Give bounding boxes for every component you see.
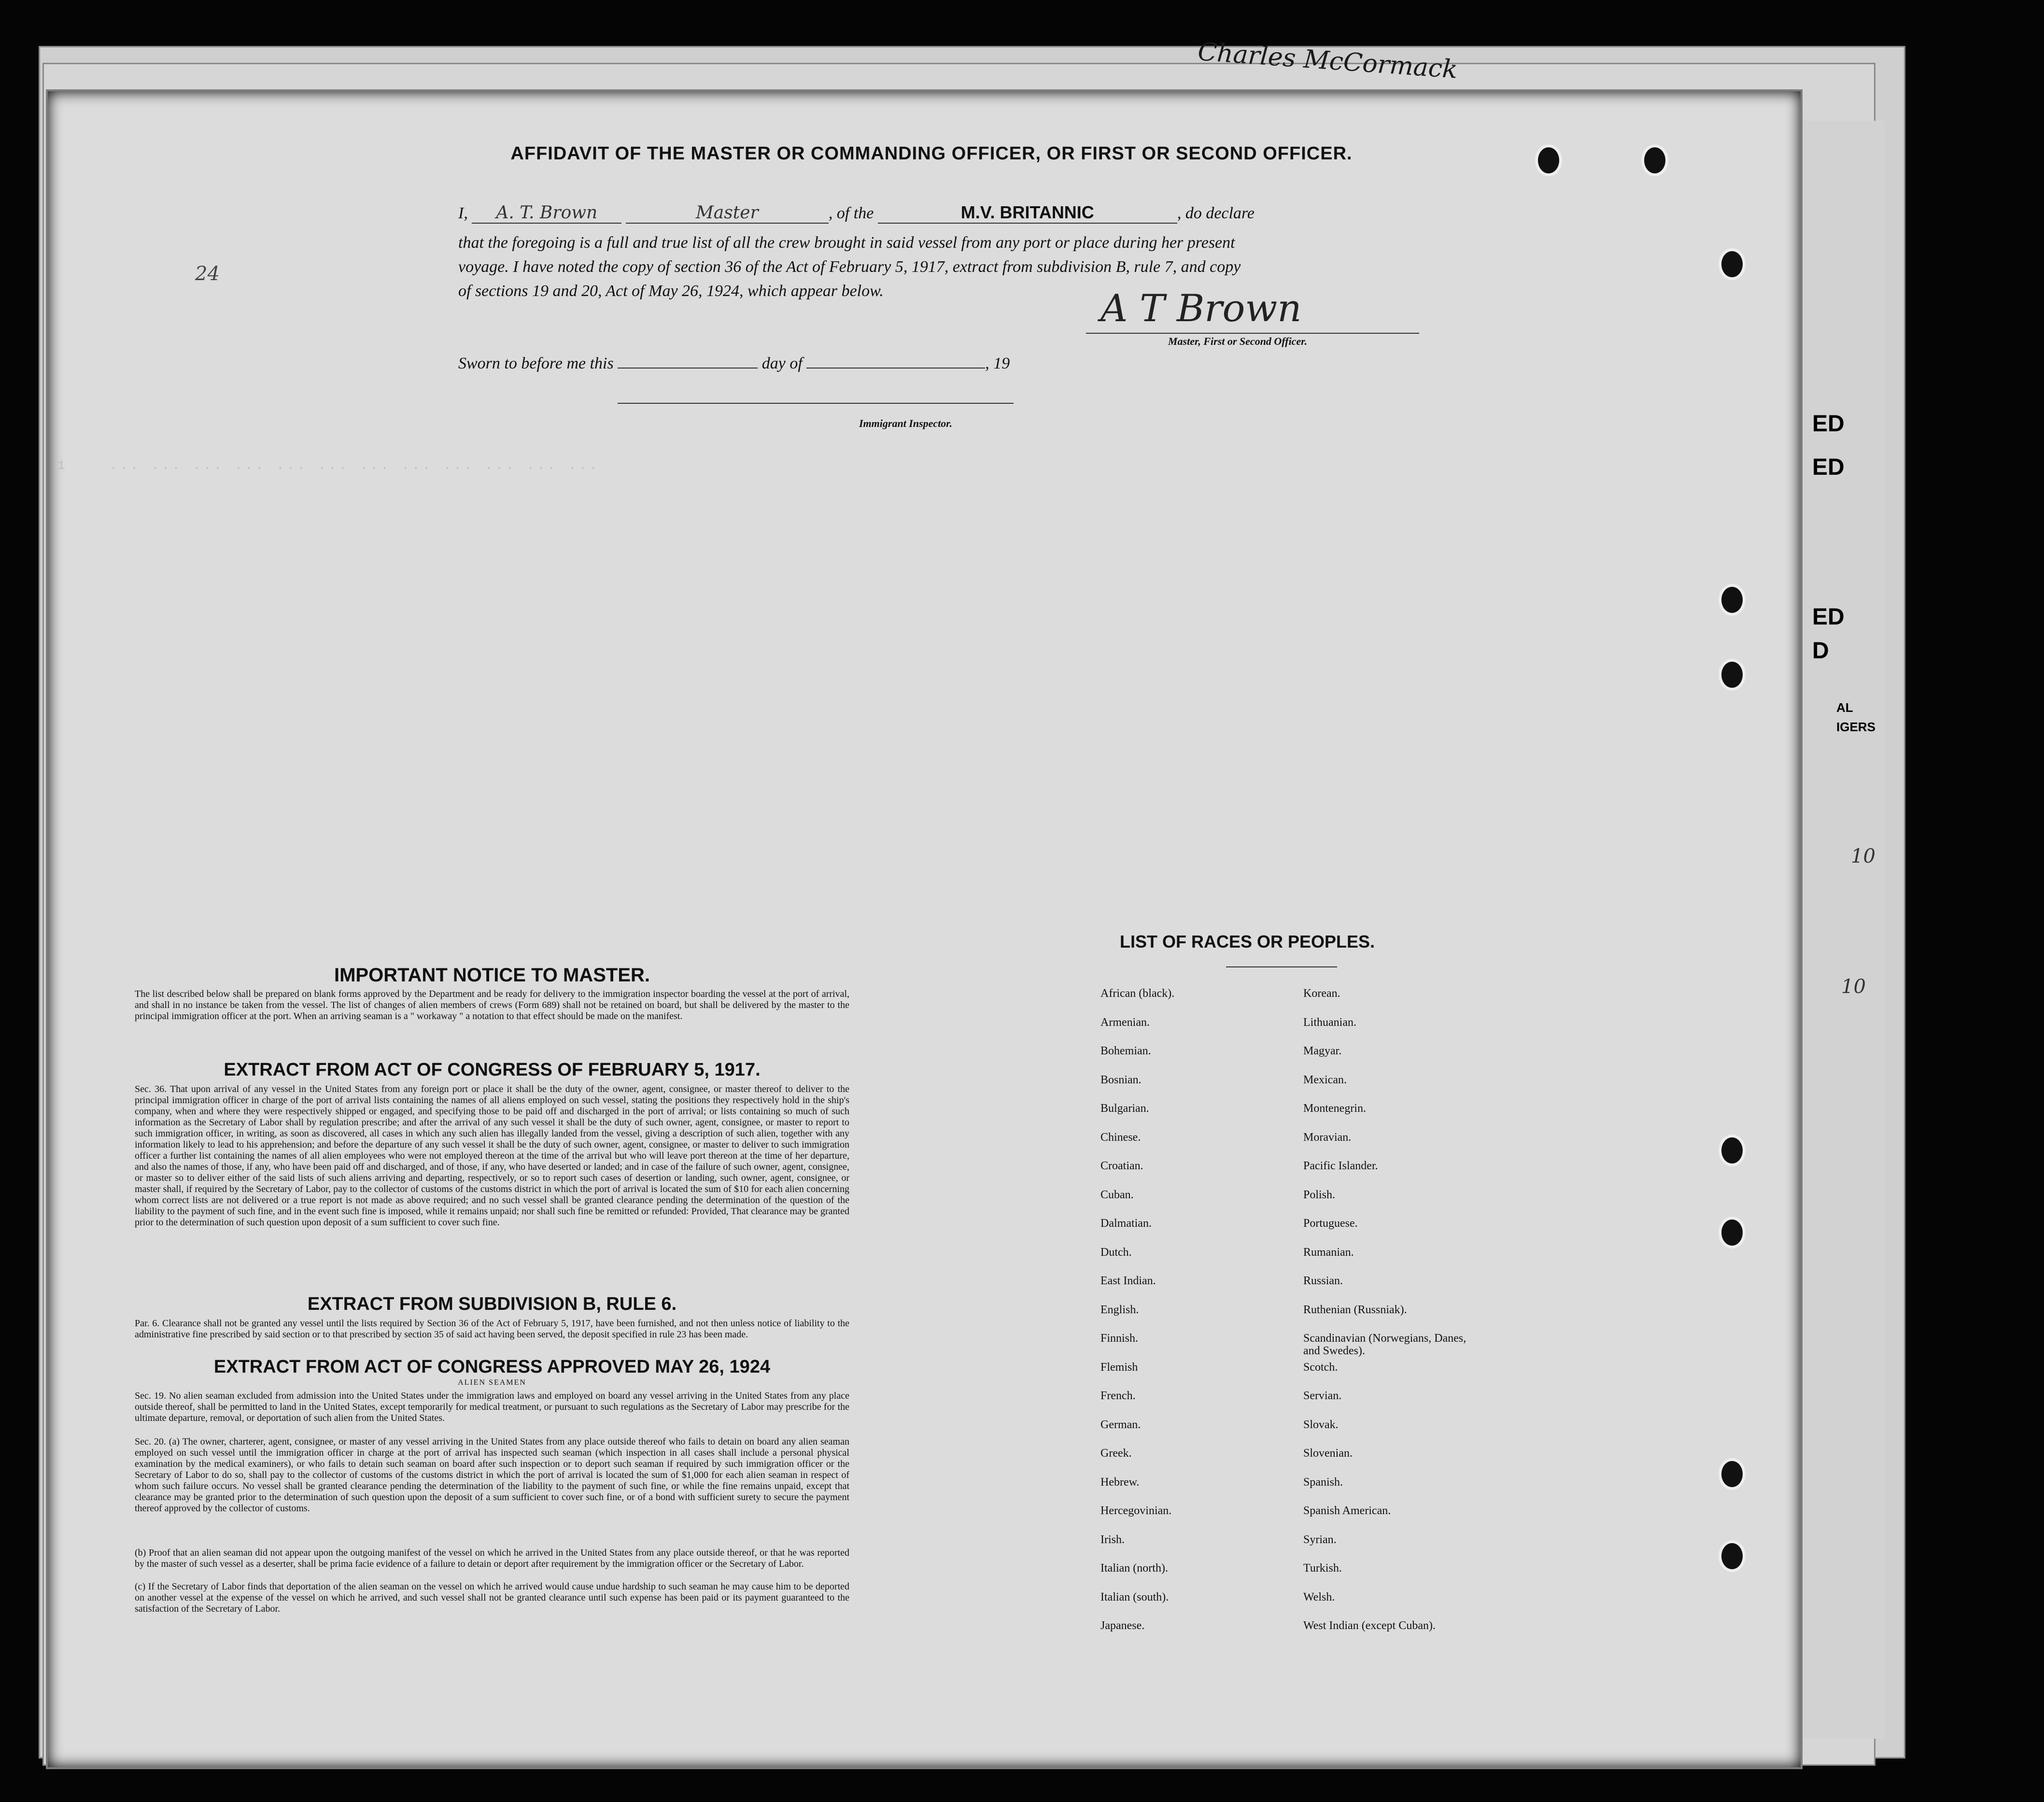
race-item: Dalmatian. <box>1100 1217 1152 1230</box>
extract-1924-sec19: Sec. 19. No alien seaman excluded from admission into the United States under the immigration laws and employed on board any vessel arriving in the United States from any place outside thereof, shall be permitted to land in the United States, except temporarily for medical treatment, or pursuant to such regulations as the Secretary of Labor may prescribe for the ultimate departure, removal, or deportation of such alien from the United States. <box>135 1391 849 1423</box>
declaration-line-3: voyage. I have noted the copy of section 36 of the Act of February 5, 1917, extract from subdivision B, rule 7, and copy <box>458 258 1241 276</box>
race-item: Portuguese. <box>1303 1217 1358 1230</box>
side-fragment: ED <box>1812 454 1845 480</box>
punch-hole <box>1719 584 1746 616</box>
punch-hole <box>1719 1217 1746 1249</box>
rule-6-body: Par. 6. Clearance shall not be granted any vessel until the lists required by Section 36 of the Act of February 5, 1917, have been furnished, and not then unless notice of liability to the administrative fine prescribed by said section or to that prescribed by section 35 of said act having been served, the deposit specified in rule 23 has been made. <box>135 1318 849 1340</box>
vessel-name: M.V. BRITANNIC <box>878 202 1177 224</box>
master-signature: A T Brown <box>1100 287 1302 330</box>
sworn-year: , 19 <box>985 355 1010 372</box>
page-number: 24 <box>195 263 220 285</box>
decl-suffix: , do declare <box>1177 204 1255 222</box>
race-item: Finnish. <box>1100 1332 1139 1345</box>
side-fragment: IGERS <box>1836 720 1875 734</box>
race-item: Greek. <box>1100 1447 1132 1460</box>
races-right-column <box>1303 987 1574 1632</box>
rule-6-title: EXTRACT FROM SUBDIVISION B, RULE 6. <box>307 1294 677 1314</box>
race-item: Moravian. <box>1303 1131 1352 1144</box>
race-item: Magyar. <box>1303 1045 1342 1057</box>
race-item: Hebrew. <box>1100 1476 1140 1489</box>
race-item: Italian (north). <box>1100 1562 1168 1575</box>
affidavit-title: AFFIDAVIT OF THE MASTER OR COMMANDING OFFICER, OR FIRST OR SECOND OFFICER. <box>510 143 1353 164</box>
sworn-month-blank <box>806 368 985 369</box>
extract-1924-sec20a: Sec. 20. (a) The owner, charterer, agent, consignee, or master of any vessel arriving in the United States from any place outside thereof who fails to detain on board any alien seaman employed on such vessel until the immigration officer in charge at the port of arrival has inspected such seaman (which inspection in all cases shall include a personal physical examination by the medical examiners), or who fails to detain such seaman on board after such inspection or to deport such seaman if required by such immigration officer or the Secretary of Labor to do so, shall pay to the collector of customs of the customs district in which the port of arrival is located the sum of $1,000 for each alien seaman in respect of whom such failure occurs. No vessel shall be granted clearance pending the determination of the liability to the payment of such fine, or while the fine remains unpaid, except that clearance may be granted prior to the determination of such question upon the deposit of a sum sufficient to cover such fine, or of a bond with sufficient surety to secure the payment thereof approved by the collector of customs. <box>135 1436 849 1514</box>
race-item: Syrian. <box>1303 1533 1337 1546</box>
declaration-line-4: of sections 19 and 20, Act of May 26, 1924, which appear below. <box>458 282 884 300</box>
punch-hole <box>1719 1135 1746 1166</box>
race-item: Armenian. <box>1100 1016 1150 1029</box>
race-item: Irish. <box>1100 1533 1125 1546</box>
race-item: Italian (south). <box>1100 1590 1169 1603</box>
punch-hole <box>1719 659 1746 691</box>
race-item: Spanish. <box>1303 1476 1343 1489</box>
background-annotation: Charles McCormack <box>1197 37 1459 85</box>
race-item: Croatian. <box>1100 1160 1143 1172</box>
race-item: Japanese. <box>1100 1619 1145 1632</box>
master-name: A. T. Brown <box>472 203 621 224</box>
side-fragment: ED <box>1812 604 1845 630</box>
notice-body: The list described below shall be prepared on blank forms approved by the Department and be ready for delivery to the immigration inspector boarding the vessel at the port of arrival, and shall in no instance be taken from the vessel. The list of changes of alien members of crews (Form 689) shall not be retained on board, but shall be delivered by the master to the principal immigration officer at the port. When an arriving seaman is a " workaway " a notation to that effect should be made on the manifest. <box>135 989 849 1022</box>
sworn-day: day of <box>761 355 803 372</box>
race-item: African (black). <box>1100 987 1175 1000</box>
declaration-line-2: that the foregoing is a full and true list of all the crew brought in said vessel from any port or place during her present <box>458 234 1235 252</box>
inspector-caption: Immigrant Inspector. <box>859 417 953 429</box>
extract-1917-title: EXTRACT FROM ACT OF CONGRESS OF FEBRUARY 5, 1917. <box>224 1060 761 1080</box>
sworn-prefix: Sworn to before me this <box>458 355 614 372</box>
punch-hole <box>1719 1540 1746 1572</box>
race-item: West Indian (except Cuban). <box>1303 1619 1436 1632</box>
sworn-line <box>458 355 1010 373</box>
side-fragment: D <box>1812 638 1829 664</box>
race-item: Dutch. <box>1100 1246 1132 1259</box>
extract-1924-sec20b: (b) Proof that an alien seaman did not appear upon the outgoing manifest of the vessel on which he arrived in the United States from any place outside thereof, or that he was reported by the master of such vessel as a deserter, shall be prima facie evidence of a failure to detain or deport after requirement by the immigration officer or the Secretary of Labor. <box>135 1547 849 1569</box>
bleed-through-text: 1 ... ... ... ... ... ... ... ... ... ... ... ... <box>57 458 600 473</box>
race-item: Bosnian. <box>1100 1073 1142 1086</box>
race-item: Flemish <box>1100 1361 1138 1374</box>
master-rank: Master <box>626 203 829 224</box>
race-item: Servian. <box>1303 1390 1342 1402</box>
side-number: 10 <box>1851 845 1875 867</box>
signature-line <box>1086 333 1419 334</box>
race-item: Bohemian. <box>1100 1045 1151 1057</box>
race-item: Slovenian. <box>1303 1447 1353 1460</box>
race-item: Spanish American. <box>1303 1504 1391 1517</box>
decl-mid: , of the <box>828 204 874 222</box>
race-item: East Indian. <box>1100 1275 1156 1287</box>
side-fragment: ED <box>1812 411 1845 437</box>
affidavit-page <box>46 89 1803 1769</box>
notice-title: IMPORTANT NOTICE TO MASTER. <box>334 965 650 986</box>
race-item: Scandinavian (Norwegians, Danes, and Swedes). <box>1303 1332 1466 1357</box>
side-fragment: AL <box>1836 700 1853 715</box>
extract-1924-title: EXTRACT FROM ACT OF CONGRESS APPROVED MAY 26, 1924 <box>213 1357 771 1377</box>
race-item: Korean. <box>1303 987 1340 1000</box>
punch-hole <box>1719 248 1746 280</box>
race-item: Lithuanian. <box>1303 1016 1356 1029</box>
race-item: Welsh. <box>1303 1590 1335 1603</box>
races-title: LIST OF RACES OR PEOPLES. <box>1120 932 1375 951</box>
inspector-line <box>618 403 1014 404</box>
punch-hole <box>1641 144 1668 176</box>
decl-prefix: I, <box>458 204 468 222</box>
sworn-day-blank <box>618 368 758 369</box>
races-left-column <box>1100 987 1318 1632</box>
extract-1917-body: Sec. 36. That upon arrival of any vessel in the United States from any foreign port or place it shall be the duty of the owner, agent, consignee, or master thereof to deliver to the principal immigration officer in charge of the port of arrival lists containing the names of all aliens employed on such vessel, stating the positions they respectively hold in the ship's company, when and where they were respectively shipped or engaged, and specifying those to be paid off and discharged in the port of arrival; or lists containing so much of such information as the Secretary of Labor shall by regulation prescribe; and after the arrival of any such vessel it shall be the duty of such owner, agent, consignee, or master to report to such immigration officer, in writing, as soon as discovered, all cases in which any such alien has illegally landed from the vessel, giving a description of such alien, together with any information likely to lead to his apprehension; and before the departure of any such vessel it shall be the duty of such owner, agent, consignee, or master to deliver to such immigration officer a further list containing the names of all alien employees who were not employed thereon at the time of the arrival but who will leave port thereon at the time of her departure, and also the names of those, if any, who have been paid off and discharged, and of those, if any, who have deserted or landed; and in case of the failure of such owner, agent, consignee, or master so to deliver either of the said lists of such aliens arriving and departing, respectively, or so to report such cases of desertion or landing, such owner, agent, consignee, or master shall, if required by the Secretary of Labor, pay to the collector of customs of the customs district in which the port of arrival is located the sum of $10 for each alien concerning whom correct lists are not delivered or a true report is not made as above required; and no such vessel shall be granted clearance pending the determination of the question of the liability to the payment of such fine, and in the event such fine is imposed, while it remains unpaid; nor shall such fine be remitted or refunded: Provided, That clearance may be granted prior to the determination of such question upon deposit of a sum sufficient to cover such fine. <box>135 1084 849 1228</box>
races-rule <box>1226 966 1337 967</box>
race-item: Montenegrin. <box>1303 1102 1366 1115</box>
race-item: Slovak. <box>1303 1418 1339 1431</box>
race-item: Chinese. <box>1100 1131 1141 1144</box>
race-item: Pacific Islander. <box>1303 1160 1378 1172</box>
race-item: Turkish. <box>1303 1562 1342 1575</box>
race-item: Rumanian. <box>1303 1246 1354 1259</box>
race-item: Ruthenian (Russniak). <box>1303 1303 1407 1316</box>
extract-1924-subtitle: ALIEN SEAMEN <box>458 1378 526 1387</box>
race-item: Bulgarian. <box>1100 1102 1149 1115</box>
race-item: German. <box>1100 1418 1141 1431</box>
declaration-line-1 <box>458 202 1255 224</box>
punch-hole <box>1535 144 1562 176</box>
race-item: French. <box>1100 1390 1136 1402</box>
race-item: English. <box>1100 1303 1139 1316</box>
signature-caption: Master, First or Second Officer. <box>1168 335 1308 347</box>
race-item: Russian. <box>1303 1275 1343 1287</box>
race-item: Mexican. <box>1303 1073 1347 1086</box>
race-item: Cuban. <box>1100 1188 1134 1201</box>
race-item: Hercegovinian. <box>1100 1504 1172 1517</box>
extract-1924-sec20c: (c) If the Secretary of Labor finds that deportation of the alien seaman on the vessel on which he arrived would cause undue hardship to such seaman he may cause him to be deported on another vessel at the expense of the vessel on which he arrived, and such vessel shall not be granted clearance until such expense has been paid or its payment guaranteed to the satisfaction of the Secretary of Labor. <box>135 1581 849 1614</box>
side-number: 10 <box>1841 976 1866 998</box>
punch-hole <box>1719 1458 1746 1490</box>
race-item: Polish. <box>1303 1188 1336 1201</box>
race-item: Scotch. <box>1303 1361 1338 1374</box>
